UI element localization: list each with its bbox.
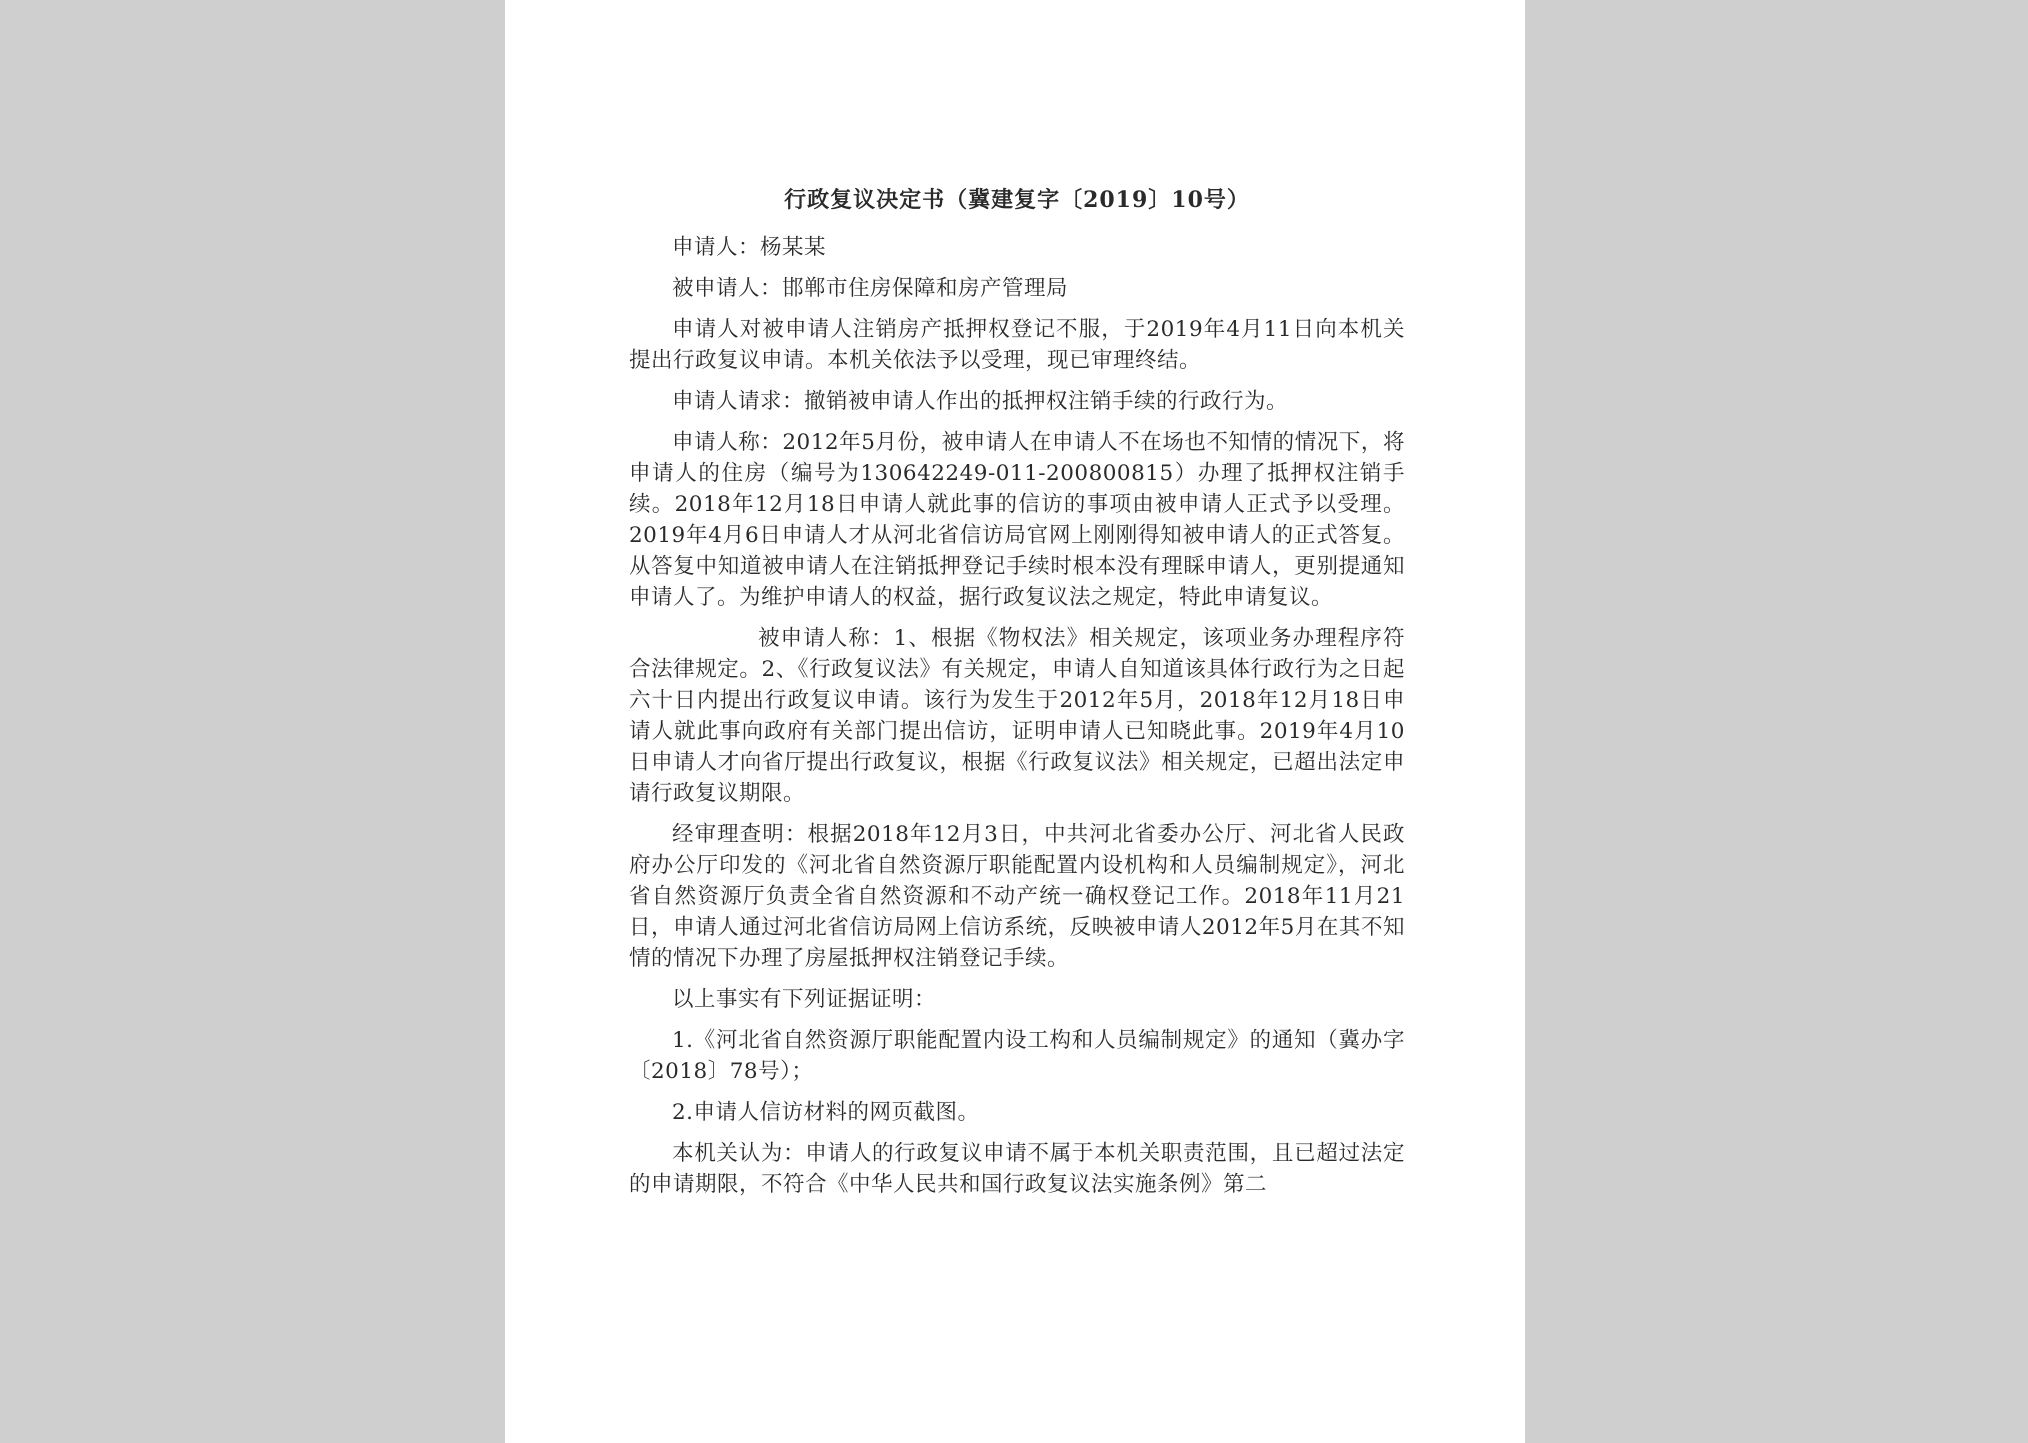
paragraph-applicant: 申请人：杨某某	[672, 235, 827, 260]
paragraph-evidence-2: 2.申请人信访材料的网页截图。	[672, 1100, 980, 1125]
paragraph-findings: 经审理查明：根据2018年12月3日，中共河北省委办公厅、河北省人民政府办公厅印发的《河北省自然资源厅职能配置内设机构和人员编制规定》，河北省自然资源厅负责全省自然资源和不动产统一确权登记工作。2018年11月21日，申请人通过河北省信访局网上信访系统，反映被申请人2012年5月在其不知情的情况下办理了房屋抵押权注销登记手续。	[629, 822, 1405, 971]
paragraph-respondent-statement: 被申请人称：1、根据《物权法》相关规定，该项业务办理程序符合法律规定。2、《行政复议法》有关规定，申请人自知道该具体行政行为之日起六十日内提出行政复议申请。该行为发生于2012年5月，2018年12月18日申请人就此事向政府有关部门提出信访，证明申请人已知晓此事。2019年4月10日申请人才向省厅提出行政复议，根据《行政复议法》相关规定，已超出法定申请行政复议期限。	[629, 626, 1405, 806]
paragraph-intro: 申请人对被申请人注销房产抵押权登记不服，于2019年4月11日向本机关提出行政复议申请。本机关依法予以受理，现已审理终结。	[629, 317, 1405, 373]
document-body	[629, 180, 1405, 1210]
document-page	[505, 0, 1525, 1443]
document-title: 行政复议决定书（冀建复字〔2019〕10号）	[784, 187, 1250, 213]
paragraph-request: 申请人请求：撤销被申请人作出的抵押权注销手续的行政行为。	[672, 389, 1289, 414]
paragraph-applicant-statement: 申请人称：2012年5月份，被申请人在申请人不在场也不知情的情况下，将申请人的住房（编号为130642249-011-200800815）办理了抵押权注销手续。2018年12月18日申请人就此事的信访的事项由被申请人正式予以受理。2019年4月6日申请人才从河北省信访局官网上刚刚得知被申请人的正式答复。从答复中知道被申请人在注销抵押登记手续时根本没有理睬申请人，更别提通知申请人了。为维护申请人的权益，据行政复议法之规定，特此申请复议。	[629, 430, 1405, 610]
paragraph-evidence-intro: 以上事实有下列证据证明：	[672, 987, 937, 1012]
paragraph-respondent: 被申请人：邯郸市住房保障和房产管理局	[672, 276, 1069, 301]
paragraph-evidence-1: 1.《河北省自然资源厅职能配置内设工构和人员编制规定》的通知（冀办字〔2018〕78号）；	[629, 1028, 1405, 1084]
paragraph-opinion: 本机关认为：申请人的行政复议申请不属于本机关职责范围，且已超过法定的申请期限，不符合《中华人民共和国行政复议法实施条例》第二	[629, 1141, 1405, 1197]
